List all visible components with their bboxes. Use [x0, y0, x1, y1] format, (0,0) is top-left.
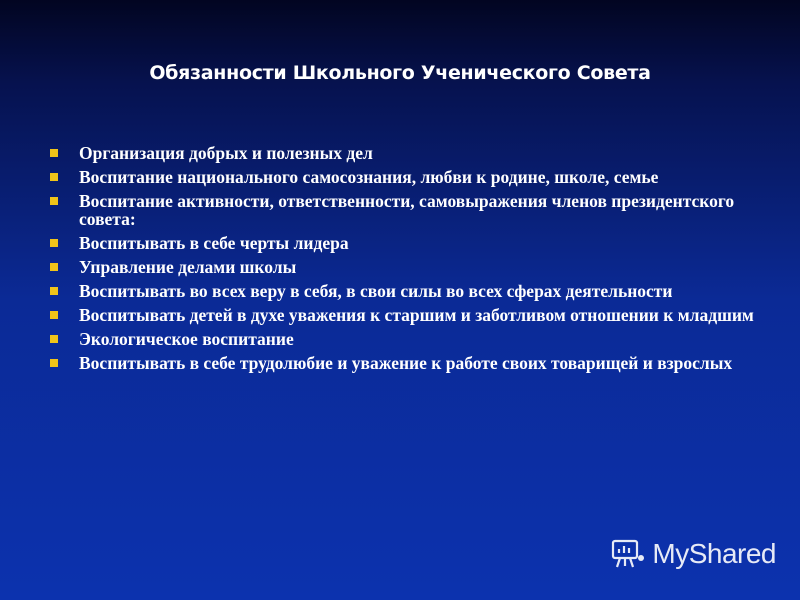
- presentation-board-icon: [610, 536, 646, 572]
- list-item: [50, 234, 770, 252]
- list-item-text: Организация добрых и полезных дел: [79, 143, 373, 163]
- list-item: [50, 258, 770, 276]
- list-item: [50, 330, 770, 348]
- list-item-text: Воспитывать в себе трудолюбие и уважение к работе своих товарищей и взрослых: [79, 353, 733, 373]
- list-item-text: Воспитывать в себе черты лидера: [79, 233, 349, 253]
- list-item-text: Воспитывать детей в духе уважения к старшим и заботливом отношении к младшим: [79, 305, 754, 325]
- list-item-text: Воспитывать во всех веру в себя, в свои силы во всех сферах деятельности: [79, 281, 673, 301]
- square-bullet-icon: [50, 287, 58, 295]
- list-item: [50, 192, 770, 228]
- list-item-text: Управление делами школы: [79, 257, 297, 277]
- list-item-text: Экологическое воспитание: [79, 329, 294, 349]
- square-bullet-icon: [50, 359, 58, 367]
- watermark: [610, 536, 776, 572]
- watermark-text: MyShared: [652, 538, 776, 569]
- square-bullet-icon: [50, 263, 58, 271]
- list-item: [50, 168, 770, 186]
- square-bullet-icon: [50, 239, 58, 247]
- square-bullet-icon: [50, 173, 58, 181]
- list-item: [50, 354, 770, 372]
- list-item: [50, 282, 770, 300]
- square-bullet-icon: [50, 197, 58, 205]
- list-item: [50, 306, 770, 324]
- slide-title: Обязанности Школьного Ученического Совета: [149, 62, 651, 84]
- square-bullet-icon: [50, 335, 58, 343]
- square-bullet-icon: [50, 311, 58, 319]
- list-item: [50, 144, 770, 162]
- bullet-list: [50, 144, 770, 378]
- square-bullet-icon: [50, 149, 58, 157]
- list-item-text: Воспитание национального самосознания, любви к родине, школе, семье: [79, 167, 659, 187]
- list-item-text: Воспитание активности, ответственности, самовыражения членов президентского совета:: [79, 191, 735, 229]
